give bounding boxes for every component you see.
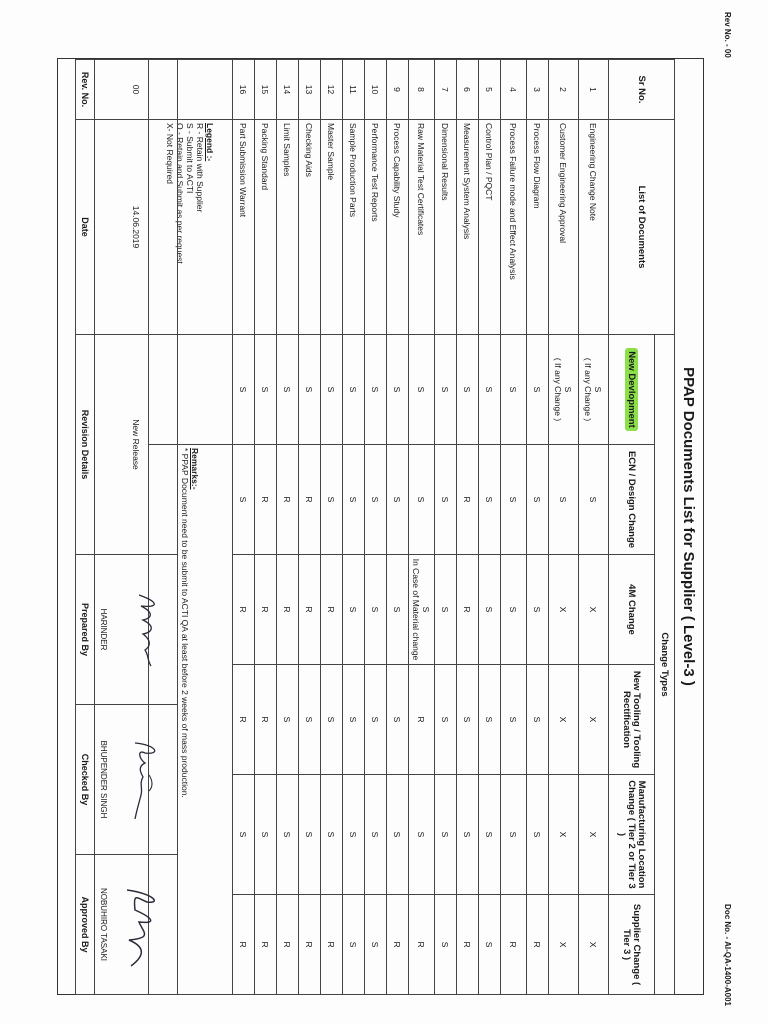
document-name-cell: Sample Production Parts <box>343 120 365 335</box>
date-value: 14.06.2019 <box>95 120 178 335</box>
remarks-title: Remarks:- <box>190 448 201 490</box>
status-cell: S <box>409 775 435 895</box>
approved-by-label: Approved By <box>76 855 95 995</box>
status-cell: S <box>457 775 479 895</box>
status-cell: S <box>435 335 457 445</box>
table-row <box>527 60 549 995</box>
status-cell: S <box>409 445 435 555</box>
status-cell: R <box>457 895 479 995</box>
status-cell: S <box>277 665 299 775</box>
status-cell: S <box>387 445 409 555</box>
status-cell: S <box>435 445 457 555</box>
column-header-new-tooling: New Tooling / Tooling Rectification <box>609 665 655 775</box>
status-cell: S <box>527 555 549 665</box>
table-row <box>277 60 299 995</box>
document-name-cell: Customer Engineering Approval <box>549 120 579 335</box>
status-cell: R <box>255 895 277 995</box>
status-cell: S <box>321 775 343 895</box>
sr-no-cell: 2 <box>549 60 579 120</box>
prepared-by-signature <box>127 590 167 670</box>
table-row <box>299 60 321 995</box>
revision-details-label: Revision Details <box>76 335 95 555</box>
document-name-cell: Part Submission Warrant <box>233 120 255 335</box>
status-cell: S <box>343 895 365 995</box>
status-cell: X <box>579 895 609 995</box>
highlighted-label: New Devlopment <box>626 348 639 431</box>
status-cell: S <box>299 665 321 775</box>
table-row <box>579 60 609 995</box>
status-cell: X <box>579 555 609 665</box>
status-cell: S <box>321 445 343 555</box>
status-cell: S <box>387 335 409 445</box>
document-name-cell: Checking Aids <box>299 120 321 335</box>
status-cell: S <box>321 335 343 445</box>
status-cell: S <box>387 775 409 895</box>
table-row <box>343 60 365 995</box>
remarks-text: * PPAP Document need to be submit to ACTI QA at least before 2 weeks of mass production. <box>180 448 191 798</box>
table-row <box>409 60 435 995</box>
document-name-cell: Limit Samples <box>277 120 299 335</box>
table-row <box>365 60 387 995</box>
status-cell: S <box>343 335 365 445</box>
status-cell: S <box>233 775 255 895</box>
status-cell: S <box>479 445 501 555</box>
prepared-by-label: Prepared By <box>76 555 95 705</box>
status-cell: R <box>527 895 549 995</box>
status-cell: S <box>501 665 527 775</box>
status-cell: S <box>579 445 609 555</box>
table-row <box>501 60 527 995</box>
status-cell: S <box>233 335 255 445</box>
column-header-documents: List of Documents <box>609 120 675 335</box>
table-row <box>321 60 343 995</box>
sr-no-cell: 16 <box>233 60 255 120</box>
status-cell: X <box>579 665 609 775</box>
checked-by-name: BHUPENDER SINGH <box>99 740 108 819</box>
status-cell: S <box>549 445 579 555</box>
status-cell: X <box>579 775 609 895</box>
approved-by-name: NOBUHIRO TASAKI <box>99 887 108 962</box>
status-cell: S <box>343 665 365 775</box>
status-cell: R <box>409 895 435 995</box>
legend-item: R - Retain with Supplier <box>195 123 206 213</box>
table-row <box>233 60 255 995</box>
date-label: Date <box>76 120 95 335</box>
status-cell: S <box>255 775 277 895</box>
sr-no-cell: 4 <box>501 60 527 120</box>
status-cell: S ( If any Change ) <box>579 335 609 445</box>
status-cell: S <box>365 775 387 895</box>
status-cell: R <box>255 665 277 775</box>
sr-no-cell: 1 <box>579 60 609 120</box>
status-cell: S <box>501 335 527 445</box>
status-cell: S <box>343 555 365 665</box>
revision-approval-table <box>75 59 178 995</box>
status-cell: X <box>549 665 579 775</box>
document-name-cell: Master Sample <box>321 120 343 335</box>
status-cell: R <box>299 445 321 555</box>
status-cell: S <box>479 555 501 665</box>
status-cell: S <box>343 445 365 555</box>
table-row <box>255 60 277 995</box>
status-cell: S <box>527 775 549 895</box>
status-cell: S <box>527 335 549 445</box>
document-name-cell: Engineering Change Note <box>579 120 609 335</box>
legend-item: S - Submit to ACTI <box>185 123 196 194</box>
status-cell: R <box>233 895 255 995</box>
column-header-location-change: Manufacturing Location Change ( Tier 2 or Tier 3 ) <box>609 775 655 895</box>
approved-by-cell <box>95 855 178 995</box>
document-name-cell: Packing Standard <box>255 120 277 335</box>
status-cell: R <box>387 895 409 995</box>
column-header-new-development <box>609 335 655 445</box>
document-name-cell: Measurement System Analysis <box>457 120 479 335</box>
sr-no-cell: 13 <box>299 60 321 120</box>
approved-by-signature <box>117 880 167 970</box>
top-revision-number: Rev No. - 00 <box>723 12 732 58</box>
prepared-by-cell <box>95 555 178 705</box>
column-header-4m-change: 4M Change <box>609 555 655 665</box>
status-cell: S <box>365 665 387 775</box>
status-cell: S <box>435 555 457 665</box>
status-cell: S <box>501 775 527 895</box>
status-cell: S <box>387 555 409 665</box>
status-cell: S ( If any Change ) <box>549 335 579 445</box>
sr-no-cell: 3 <box>527 60 549 120</box>
status-cell: S In Case of Material change <box>409 555 435 665</box>
status-cell: S <box>277 775 299 895</box>
status-cell: S <box>409 335 435 445</box>
status-cell: S <box>479 665 501 775</box>
status-cell: R <box>233 665 255 775</box>
sr-no-cell: 12 <box>321 60 343 120</box>
status-cell: S <box>435 775 457 895</box>
document-number: Doc No. - AI-QA-1400-A001 <box>723 904 732 1006</box>
status-cell: R <box>457 445 479 555</box>
legend-item: X- Not Required <box>165 123 176 184</box>
status-cell: R <box>409 665 435 775</box>
sr-no-cell: 5 <box>479 60 501 120</box>
status-cell: S <box>527 445 549 555</box>
status-cell: S <box>365 445 387 555</box>
status-cell: R <box>501 895 527 995</box>
table-row <box>457 60 479 995</box>
status-cell: X <box>549 895 579 995</box>
status-cell: R <box>299 895 321 995</box>
status-cell: S <box>501 445 527 555</box>
sr-no-cell: 8 <box>409 60 435 120</box>
status-cell: X <box>549 555 579 665</box>
document-name-cell: Raw Material Test Certificates <box>409 120 435 335</box>
status-cell: S <box>343 775 365 895</box>
document-name-cell: Process Failure mode and Effect Analysis <box>501 120 527 335</box>
status-cell: R <box>321 895 343 995</box>
table-row <box>435 60 457 995</box>
page-title: PPAP Documents List for Supplier ( Level-3 ) <box>680 367 697 686</box>
status-cell: S <box>233 445 255 555</box>
sr-no-cell: 14 <box>277 60 299 120</box>
rev-no-value: 00 <box>95 60 178 120</box>
change-types-header: Change Types <box>655 335 675 995</box>
sr-no-cell: 6 <box>457 60 479 120</box>
column-header-supplier-change: Supplier Change ( Tier 3 ) <box>609 895 655 995</box>
ppap-documents-table <box>148 59 675 995</box>
status-cell: R <box>255 555 277 665</box>
document-name-cell: Dimensional Results <box>435 120 457 335</box>
legend-title: Legend :- <box>205 123 216 162</box>
checked-by-cell <box>95 705 178 855</box>
checked-by-label: Checked By <box>76 705 95 855</box>
table-body <box>233 60 609 995</box>
status-cell: S <box>321 665 343 775</box>
status-cell: S <box>365 895 387 995</box>
column-header-ecn-design-change: ECN / Design Change <box>609 445 655 555</box>
status-cell: S <box>527 665 549 775</box>
status-cell: R <box>299 555 321 665</box>
status-cell: S <box>435 895 457 995</box>
status-cell: R <box>321 555 343 665</box>
status-cell: S <box>457 335 479 445</box>
status-cell: S <box>365 335 387 445</box>
status-cell: R <box>277 555 299 665</box>
document-name-cell: Control Plan / PQCT <box>479 120 501 335</box>
status-cell: S <box>299 335 321 445</box>
sr-no-cell: 11 <box>343 60 365 120</box>
form-sheet <box>57 58 704 995</box>
status-cell: S <box>277 335 299 445</box>
status-cell: R <box>277 445 299 555</box>
status-cell: X <box>549 775 579 895</box>
status-cell: R <box>255 445 277 555</box>
status-cell: S <box>365 555 387 665</box>
table-row <box>549 60 579 995</box>
status-cell: S <box>255 335 277 445</box>
sr-no-cell: 7 <box>435 60 457 120</box>
document-content <box>34 10 734 1014</box>
legend-item: O - Retain and Submit as per request <box>175 123 186 264</box>
document-name-cell: Performance Test Reports <box>365 120 387 335</box>
rev-no-label: Rev. No. <box>76 60 95 120</box>
prepared-by-name: HARINDER <box>99 608 108 651</box>
checked-by-signature <box>123 735 167 825</box>
sr-no-cell: 15 <box>255 60 277 120</box>
status-cell: S <box>299 775 321 895</box>
status-cell: S <box>387 665 409 775</box>
status-cell: R <box>457 555 479 665</box>
status-cell: R <box>233 555 255 665</box>
sr-no-cell: 9 <box>387 60 409 120</box>
table-row <box>387 60 409 995</box>
status-cell: S <box>479 775 501 895</box>
status-cell: S <box>479 895 501 995</box>
status-cell: R <box>277 895 299 995</box>
document-name-cell: Process Flow Diagram <box>527 120 549 335</box>
status-cell: S <box>501 555 527 665</box>
table-row <box>479 60 501 995</box>
status-cell: S <box>435 665 457 775</box>
revision-details-value: New Release <box>95 335 178 555</box>
document-name-cell: Process Capability Study <box>387 120 409 335</box>
sr-no-cell: 10 <box>365 60 387 120</box>
status-cell: S <box>457 665 479 775</box>
column-header-sr-no: Sr No. <box>609 60 675 120</box>
status-cell: S <box>479 335 501 445</box>
